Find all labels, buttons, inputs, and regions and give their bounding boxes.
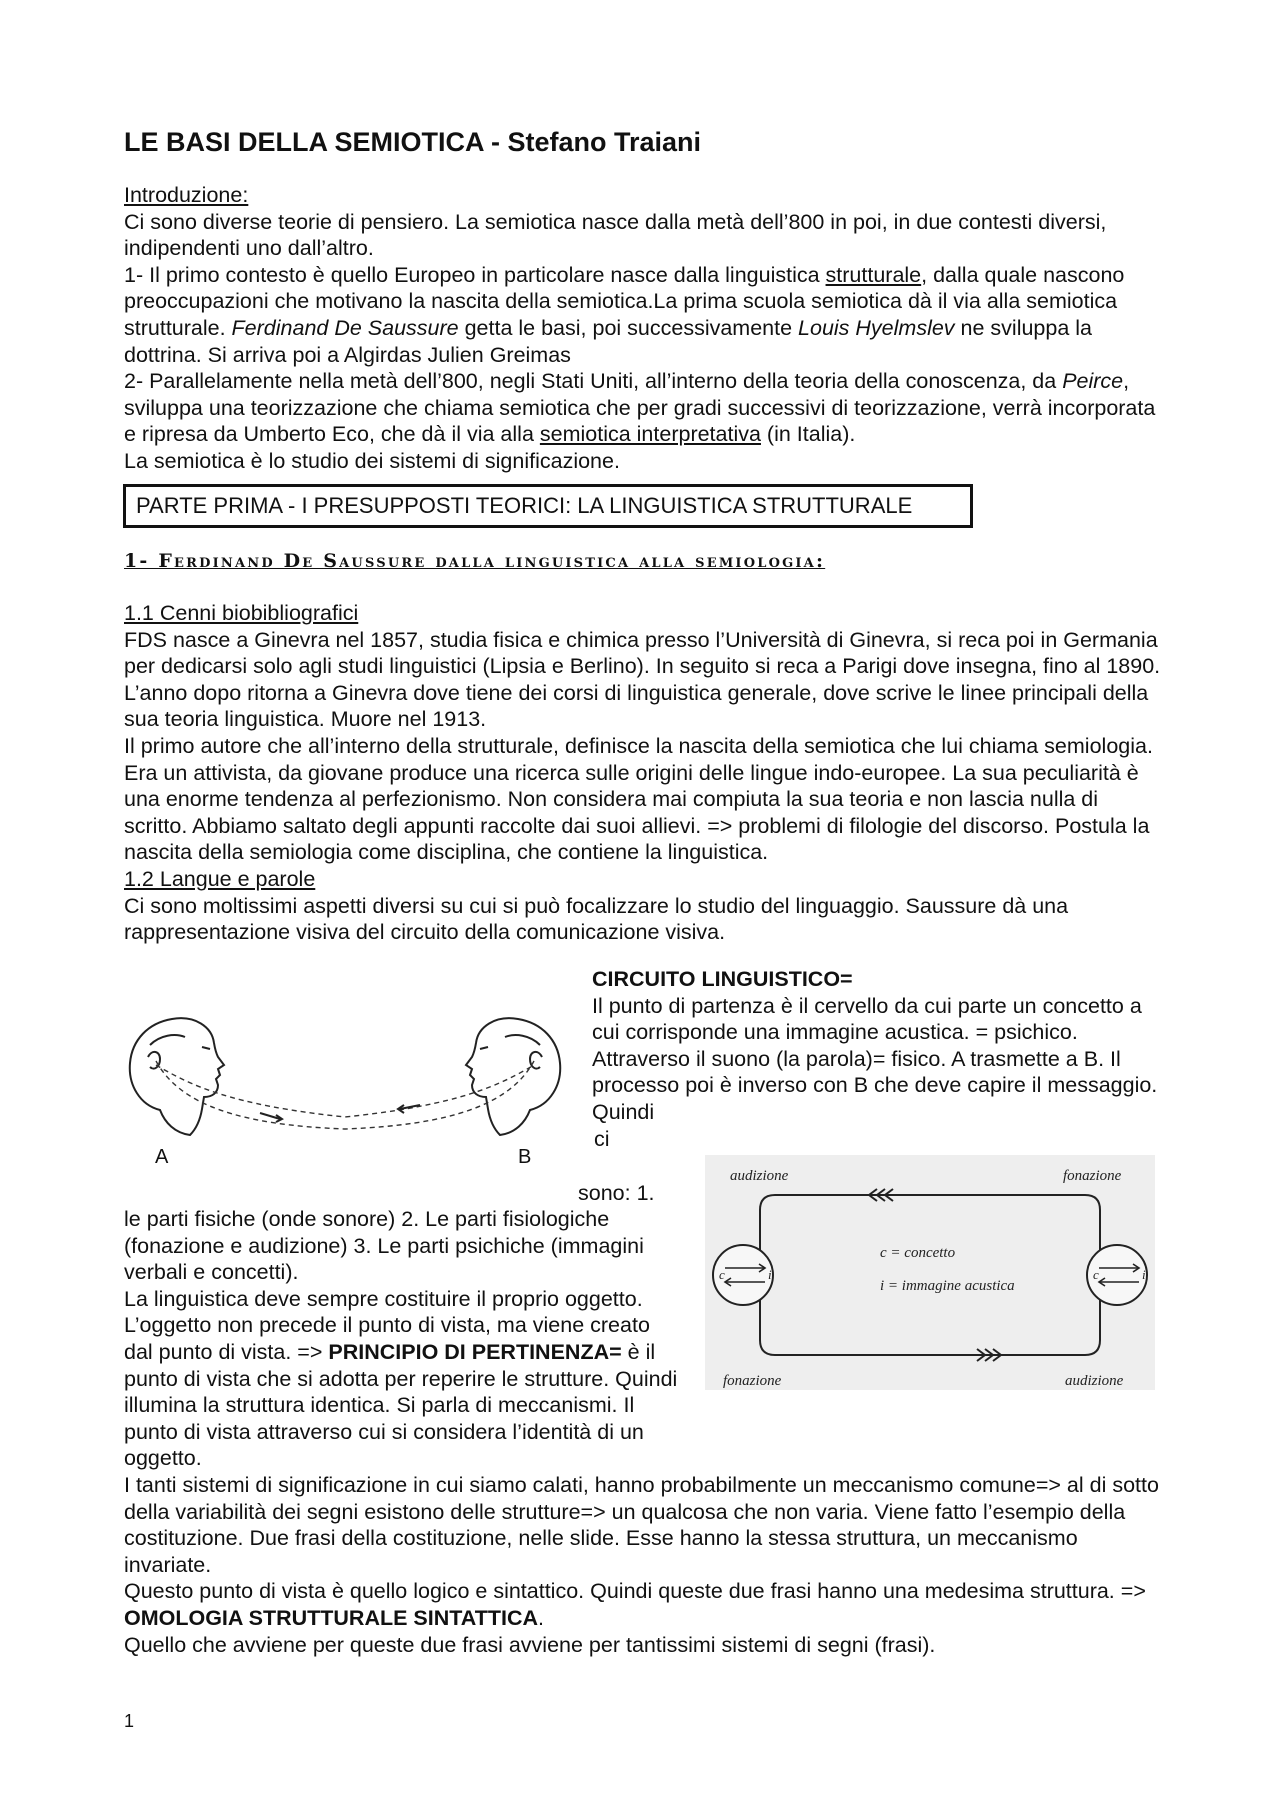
intro-paragraph-3: 2- Parallelamente nella metà dell’800, negli Stati Uniti, all’interno della teoria della conoscenza, da Peirce, sviluppa una teorizzazione che chiama semiotica che per gradi successivi di teorizzazione, verrà incorporata e ripresa da Umberto Eco, che dà il via alla semiotica interpretativa (in Italia). [124,369,1156,447]
speaking-heads-figure [120,1005,570,1165]
head-b-hair [505,1035,540,1045]
circuit-diagram [705,1155,1155,1390]
page-title: LE BASI DELLA SEMIOTICA - Stefano Traiani [124,127,702,157]
brain-a-i: i [768,1267,772,1282]
fonazione-bottom-label: fonazione [723,1373,782,1389]
closing-paragraph-3: Quello che avviene per queste due frasi avviene per tantissimi sistemi di segni (frasi). [124,1632,936,1657]
parts-list: le parti fisiche (onde sonore) 2. Le parti fisiologiche (fonazione e audizione) 3. Le parti psichiche (immagini verbali e concetti). [124,1207,644,1285]
closing-paragraph-2: Questo punto di vista è quello logico e sintattico. Quindi queste due frasi hanno una medesima struttura. => OMOLOGIA STRUTTURALE SINTATTICA. [124,1579,1146,1630]
closing-paragraph-1: I tanti sistemi di significazione in cui siamo calati, hanno probabilmente un meccanismo comune=> al di sotto della variabilità dei segni esistono delle strutture=> un qualcosa che non varia. Viene fatto l’esempio della costituzione. Due frasi della costituzione, nelle slide. Esse hanno la stessa struttura, un meccanismo invariate. [124,1473,1159,1577]
circuit-text: Il punto di partenza è il cervello da cui parte un concetto a cui corrisponde una immagine acustica. = psichico. Attraverso il suono (la parola)= fisico. A trasmette a B. Il processo poi è inverso con B che deve capire il messaggio. [592,993,1158,1098]
circuit-title: CIRCUITO LINGUISTICO= [592,967,853,991]
section-1-2-heading: 1.2 Langue e parole [124,866,316,891]
speech-path-upper [156,1065,534,1117]
section-1-1 [124,600,1164,946]
section-1-1-paragraph-1: FDS nasce a Ginevra nel 1857, studia fisica e chimica presso l’Università di Ginevra, si reca poi in Germania per dedicarsi solo agli studi linguistici (Lipsia e Berlino). In seguito si reca a Parigi dove insegna, fino al 1890. L’anno dopo ritorna a Ginevra dove tiene dei corsi di linguistica generale, dove scrive le linee principali della sua teoria linguistica. Muore nel 1913. [124,627,1161,732]
audizione-top-label: audizione [730,1168,789,1184]
page-number: 1 [124,1711,135,1731]
intro-paragraph-4: La semiotica è lo studio dei sistemi di significazione. [124,448,620,473]
fonazione-top-label: fonazione [1063,1168,1122,1184]
brain-b-c: c [1093,1267,1099,1282]
pertinenza-paragraph: La linguistica deve sempre costituire il proprio oggetto. L’oggetto non precede il punto di vista, ma viene creato dal punto di vista. => PRINCIPIO DI PERTINENZA= è il punto di vista che si adotta per reperire le strutture. Quindi illumina la struttura identica. Si parla di meccanismi. Il punto di vista attraverso cui si considera l’identità di un oggetto. [124,1286,678,1471]
acoustic-image-definition: i = immagine acustica [880,1278,1015,1294]
closing-section [124,1472,1164,1658]
intro-paragraph-1: Ci sono diverse teorie di pensiero. La semiotica nasce dalla metà dell’800 in poi, in due contesti diversi, indipendenti uno dall’altro. [124,209,1107,261]
label-a: A [155,1146,169,1165]
circuit-description [592,966,1172,1152]
section-1-2-paragraph-1: Ci sono moltissimi aspetti diversi su cui si può focalizzare lo studio del linguaggio. Saussure dà una rappresentazione visiva del circuito della comunicazione visiva. [124,893,1069,945]
intro-paragraph-2: 1- Il primo contesto è quello Europeo in particolare nasce dalla linguistica strutturale, dalla quale nascono preoccupazioni che motivano la nascita della semiotica.La prima scuola semiotica dà il via alla semiotica strutturale. Ferdinand De Saussure getta le basi, poi successivamente Louis Hyelmslev ne sviluppa la dottrina. Si arriva poi a Algirdas Julien Greimas [124,262,1125,367]
ci-text: ci [594,1126,610,1151]
sono-text: sono: 1. [578,1181,655,1205]
audizione-bottom-label: audizione [1065,1373,1124,1389]
quindi-text: Quindi [592,1099,655,1124]
left-column-text [124,1206,684,1472]
brain-b-i: i [1142,1267,1146,1282]
head-a-hair [150,1035,185,1045]
brain-a-c: c [719,1267,725,1282]
part-box: PARTE PRIMA - I PRESUPPOSTI TEORICI: LA LINGUISTICA STRUTTURALE [123,484,973,528]
chapter-title: 1- Ferdinand De Saussure dalla linguistica alla semiologia: [124,550,826,572]
section-1-1-heading: 1.1 Cenni biobibliografici [124,601,359,625]
intro-section [124,182,1164,475]
label-b: B [518,1146,532,1165]
intro-heading: Introduzione: [124,183,249,207]
concept-definition: c = concetto [880,1245,956,1261]
head-b-ear [530,1052,542,1069]
section-1-1-paragraph-2: Il primo autore che all’interno della strutturale, definisce la nascita della semiotica che lui chiama semiologia. Era un attivista, da giovane produce una ricerca sulle origini delle lingue indo-europee. La sua peculiarità è una enorme tendenza al perfezionismo. Non considera mai compiuta la sua teoria e non lascia nulla di scritto. Abbiamo saltato degli appunti raccolte dai suoi allievi. => problemi di filologie del discorso. Postula la nascita della semiologia come disciplina, che contiene la linguistica. [124,733,1153,865]
